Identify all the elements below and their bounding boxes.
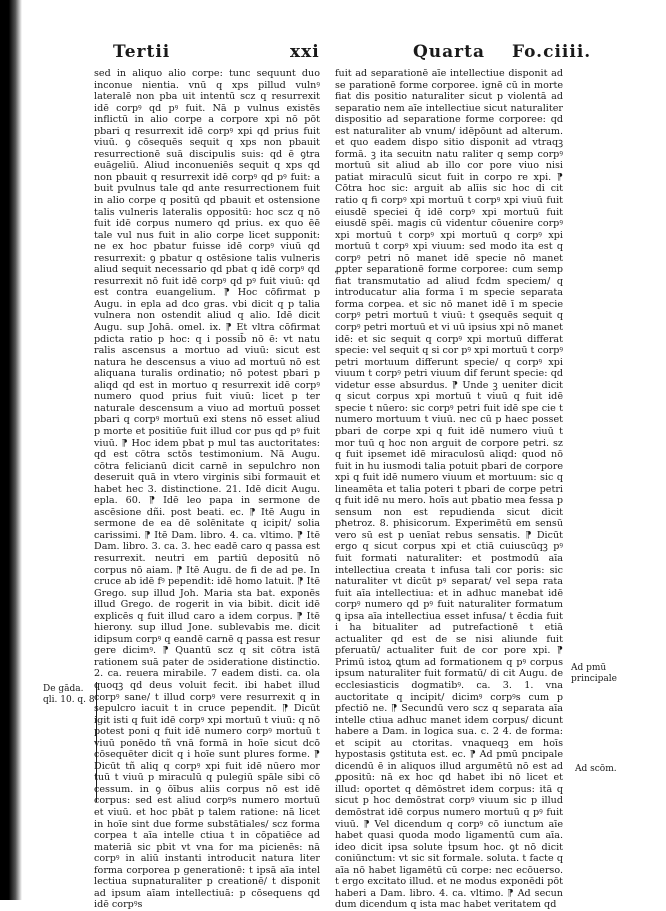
margin-note-right-bottom: Ad scōm. — [575, 764, 617, 774]
margin-note-left — [43, 684, 95, 705]
header-right-word: Quarta — [413, 42, 486, 62]
right-column-text: fuit ad separationē aīe intellectiue disponit ad se parationē forme corporee. ignē cū in morte fiat dis positio naturaliter sicut p violentā ad separatio nem aīe intellectiue sicut naturaliter dispositio ad separatione forme corporee: qd est naturaliter ab vnum/ idēpōunt ad alterum. et quo eadem dispo sitio disponit ad vtraqꝫ formā. ꝫ ita secuitn natu raliter q semp corpꝰ mortuū sit aliud ab illo cor pore viuo nisi patiat miraculū sicut fuit in corpo re xpi. ⁋ Cōtra hoc sic: arguit ab alīis sic hoc di cit ratio q fi corpꝰ xpi mortuū t corpꝰ xpi viuū fuit eiusdē speciei q̄ idē corpꝰ xpi mortuū fuit eiusdē spēi. magis cū videntur cōuenire corpꝰ xpi mortuū t corpꝰ xpi mortuū q corpꝰ xpi mortuū t corpꝰ xpi viuum: sed modo ita est q corpꝰ petri nō manet idē specie nō manet ꝓpter separationē forme corporee: cum semp fiat transmutatio ad aliud fcdm speciem/ q introducatur alia forma ī m specie separata forma corpea. et sic nō manet idē ī m specie corpꝰ petri mortuū t viuū: t ꝯsequēs sequit q corpꝰ petri mortuū et vi uū ipsius xpi nō manet idē: et sic sequit q corpꝰ xpi mortuū differat specie: vel sequit q si cor pꝰ xpi mortuū t corpꝰ petri mortuum differunt specie/ q corpꝰ xpi viuum t corpꝰ petri viuum dif ferunt specie: qd videtur esse absurdus. ⁋ Unde ꝫ ueniter dicit q sicut corpus xpi mortuū t viuū q fuit idē specie t nūero: sic corpꝰ petri fuit idē spe cie t numero mortuum t viuū. nec cū p haec posset pbari de corpe xpi q fuit idē numero viuū t mor tuū q hoc non arguit de corpore petri. sz q fuit ipsemet idē miraculosū aliqd: quod nō fuit in hu iusmodi talia potuit pbari de corpore xpi q fuit idē numero viuum et mortuum: sic q lineamēta et talia poteri t pbari de corpe petri q fuit idē nu mero. hoīs aut pbatio mea fessa p sensum non est repudienda sicut dicit pħetroz. 8. phisicorum. Experimētū em sensū vero sū est p uenīat rebus sensatis. ⁋ Dicūt ergo q sicut corpus xpi et ctiā cuiuscūqꝫ pꝰ fuit formati naturaliter: et postmodū aīa intellectiua creata t infusa tali cor poris: sic naturaliter vt dicūt pꝰ separat/ vel sepa rata fuit aīa intellectiua: et in adhuc manebat idē corpꝰ numero qd pꝰ fuit naturaliter formatum ꝗ ipsa aīa intellectiua esset infusa/ t ēcdia fuit i ha bitualiter ad putrefactionē t etiā actualiter qd est de se nisi aliunde fuit pferuatū/ actualiter fuit de cor pore xpi. ⁋ Primū istoꝝ ꝗtum ad formationem q pꝰ corpus ipsum naturaliter fuit formatū/ di cit Augu. de ecclesiasticis dogmatibꝰ. ca. 3. 1. vna auctoritate q incipit/ dicimꝰ corpꝰs cum p pfectiō ne. ⁋ Secundū vero scz q separata aīa intelle ctiua adhuc manet idem corpus/ dicunt habere a Dam. in logica sua. c. 2 4. de forma: et scipit au ctoritas. vnaqueqꝫ em hoīs hypostasis ꝯstituta est. ec. ⁋ Ad pmū pncipale dicendū ē in aliquos illud argumētū nō est ad ꝓpositū: nā ex hoc qd habet ibi nō licet et illud: oportet q dēmōstret idem corpus: itā q sicut p hoc demōstrat corpꝰ viuum sic p illud demōstrat idē corpus numero mortuū q pꝰ fuit viuū. ⁋ Vel dicendum q corpꝰ cō iunctum aīe habet quasi quoda modo ligamentū cum aīa. ideo dicit ipsa solute ṫpsum hoc. ꝯt nō dicit coniūnctum: vt sic sit formale. soluta. t facte q aīa nō habet ligamētū cū corpe: nec ecōuerso. t ergo excitato illud. et ne modus exponēdi pōt haberi a Dam. libro. 4. ca. vltimo. ⁋ Ad secun dum dicendum q ista mac habet veritatem qd — [335, 68, 563, 911]
gutter-shadow — [0, 0, 22, 900]
left-column-text: sed in aliquo alio corpe: tunc sequunt duo inconue nientia. vnū q xps pillud vulnꝰ lateralē non pba uit intentū scz q resurrexit idē corpꝰ qd pꝰ fuit. Nā p vulnus existēs inflictū in alio corpe a corpore xpi nō pōt pbari q resurrexit idē corpꝰ xpi qd prius fuit viuū. ꝯ cōsequēs sequit q xps non pbauit resurrectionē suā discipulis suis: qd ē ꝯtra euāgeliū. Aliud inconueniēs sequit q xps qd non pbauit q resurrexit idē corpꝰ qd pꝰ fuit: a buit pvulnus tale qd ante resurrectionem fuit in alio corpe q positū qd pbauit et ostensione talis vulneris lateralis oppositū: hoc scz q nō fuit idē corpus numero qd prius. ex quo ēē tale vul nus fuit in alio corpe licet supponit: ne ex hoc pbatur fuisse idē corpꝰ viuū qd resurrexit: ꝯ pbatur q ostēsione talis vulneris aliud sequit necessario qd pbat q idē corpꝰ qd resurrexit nō fuit idē corpꝰ qd pꝰ fuit viuū: qd est contra euangelium. ⁋ Hoc cōfirmat p Augu. in epla ad dco gras. vbi dicit q p talia vulnera non ostendit aliud q alio. Idē dicit Augu. sup Johā. omel. ix. ⁋ Et vltra cōfirmat pdicta ratio p hoc: q i possib̄ nō ē: vt natu ralis ascensus a mortuo ad viuū: sicut est natura he descensus a viuo ad mortuū nō est aliquana turalis ordinatio; nō potest pbari p aliqd qd est in mortuo q resurrexit idē corpꝰ numero quod prius fuit viuū: licet p ter naturale descensum a viuo ad mortuū posset pbari q corpꝰ mortuū exi stens nō esset aliud p morte et positiūe fuit illud cor pus qd pꝰ fuit viuū. ⁋ Hoc idem pbat p mul tas auctoritates: qd est cōtra sctōs testimonium. Nā Augu. cōtra felicianū dicit carnē in sepulchro non deseruit quā in vtero virginis sibi formauit et habet hec 3. distinctione. 21. Idē dicit Augu. epla. 60. ⁋ Idē leo papa in sermone de ascēsione dñi. post beati. ec. ⁋ Itē Augu in sermone de ea dē solēnitate q icipit/ solia carissimi. ⁋ Itē Dam. libro. 4. ca. vltimo. ⁋ Itē Dam. libro. 3. ca. 3. hec eadē caro q passa est resurrexit. neutri em partiū depositū nō corpus nō aiam. ⁋ Itē Augu. de fi de ad pe. In cruce ab idē fꝰ pependit: idē homo latuit. ⁋ Itē Grego. sup illud Joh. Maria sta bat. exponēs illud Grego. de rogerit in via bibit. dicit idē explicēs q fuit illud caro a idem corpus. ⁋ Itē hierony. sup illud Jone. sublevabis me. dicit idipsum corpꝰ q eandē carnē q passa est resur gere dicimꝰ. ⁋ Quantū scz q sit cōtra istā rationem suā pater de ɔsideratione distinctio. 2. ca. reuera mirabile. 7 eadem disti. ca. ola quoqꝫ qd deus voluit fecit. ibi habet illud corpꝰ sane/ t illud corpꝰ vere resurrexit q in sepulcro iacuit t in cruce pependit. ⁋ Dicūt igit isti q fuit idē corpꝰ xpi mortuū t viuū: q nō potest poni q fuit idē numero corpꝰ mortuū t viuū ponēdo tñ vnā formā in hoīe sicut dcō cōsequēter dicit q i hoīe sunt plures forme. ⁋ Dicūt tñ aliq q corpꝰ xpi fuit idē nūero mor tuū t viuū p miraculū q pulegiū spāle sibi cō cessum. in ꝯ ōībus aliis corpus nō est idē corpus: sed est aliud corpꝰs numero mortuū et viuū. et hoc pbāt p talem ratione: nā licet in hoīe sint due forme substātiales/ scz forma corpea t aīa intelle ctiua t in cōpatiēce ad materiā sic pbit vt vna for ma picienēs: nā corpꝰ in aliū instanti introducit natura liter forma corporea p generationē: t ipsā aīa intel lectiua supnaturaliter p creationē/ t disponit ad ipsum aīam intellectiuā: p cōsequens qd idē corpꝰs — [94, 68, 320, 911]
margin-note-right-line: Ad pmū — [571, 663, 607, 673]
header-left-word: Tertii — [113, 42, 171, 62]
margin-note-left-line: qli. 10. q. 8 — [43, 694, 95, 705]
left-text-column — [94, 68, 320, 911]
margin-bracket — [96, 682, 101, 802]
folio-number: Fo.ciiii. — [512, 42, 592, 62]
right-text-column — [335, 68, 563, 911]
header-numeral: xxi — [290, 42, 320, 62]
margin-note-right-top — [571, 663, 617, 684]
margin-note-right-line: principale — [571, 673, 617, 684]
margin-note-left-line: De gāda. — [43, 684, 84, 694]
